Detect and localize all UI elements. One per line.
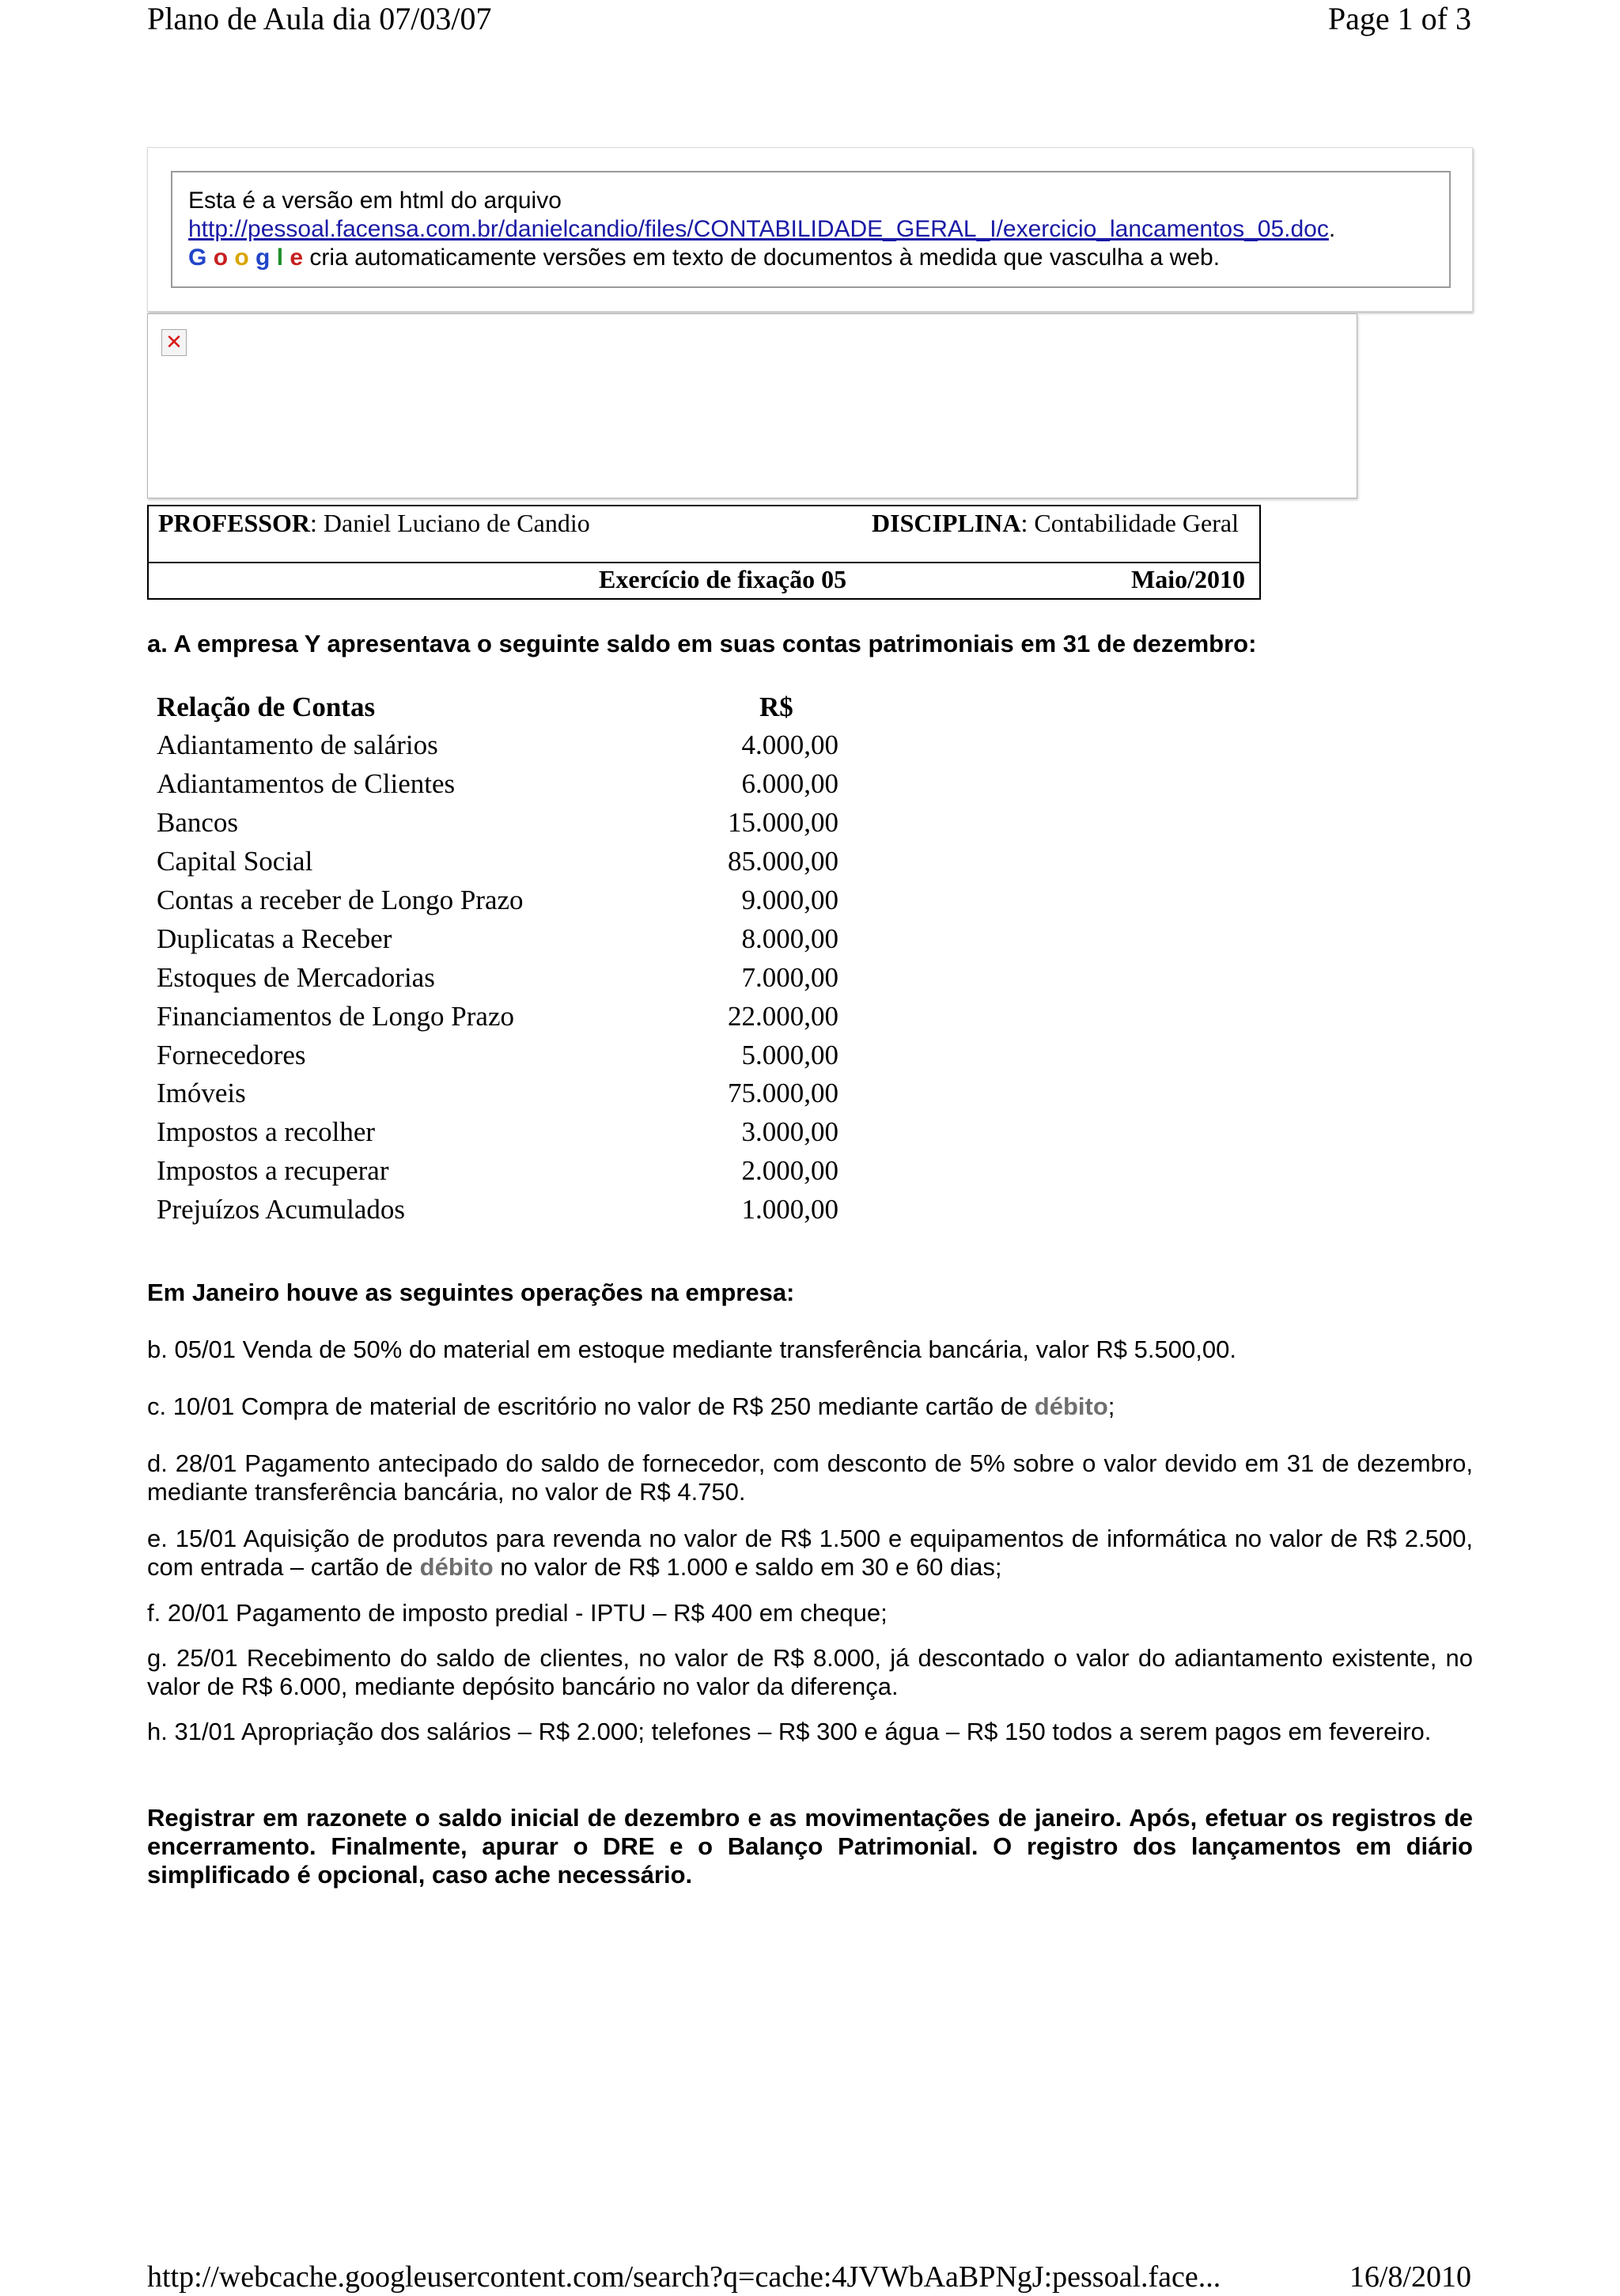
google-letter-g: G [188,244,207,271]
url-suffix: . [1328,216,1336,242]
instruction-paragraph: Registrar em razonete o saldo inicial de dezembro e as movimentações de janeiro. Após, efetuar os registros de encerramento. Finalmente, apurar o DRE e o Balanço Patrimonial. O registro dos lançamentos em diário simplificado é opcional, caso ache necessário. [147,1804,1473,1889]
account-name: Adiantamento de salários [157,729,438,760]
account-name: Duplicatas a Receber [157,923,392,954]
operation-d: d. 28/01 Pagamento antecipado do saldo de fornecedor, com desconto de 5% sobre o valor devido em 31 de dezembro, mediante transferência bancária, no valor de R$ 4.750. [147,1449,1473,1506]
source-file-link[interactable]: http://pessoal.facensa.com.br/danielcandio/files/CONTABILIDADE_GERAL_I/exercicio_lancamentos_05.doc [188,216,1329,242]
operation-b: b. 05/01 Venda de 50% do material em estoque mediante transferência bancária, valor R$ 5.500,00. [147,1336,1236,1363]
account-name: Bancos [157,807,239,838]
cache-notice-line3 [188,244,1449,272]
cache-notice-line1: Esta é a versão em html do arquivo [188,188,562,214]
google-letter-g2: g [255,244,271,271]
account-name: Impostos a recuperar [157,1155,389,1186]
operation-g: g. 25/01 Recebimento do saldo de clientes, no valor de R$ 8.000, já descontado o valor do adiantamento existente, no valor de R$ 6.000, mediante depósito bancário no valor da diferença. [147,1644,1473,1700]
exercise-date: Maio/2010 [1131,565,1245,593]
account-value: 22.000,00 [728,1001,838,1032]
account-value: 6.000,00 [741,768,838,799]
broken-image-icon: ✕ [161,329,187,356]
discipline-label: DISCIPLINA [872,509,1021,537]
question-a: a. A empresa Y apresentava o seguinte saldo em suas contas patrimoniais em 31 de dezembro: [147,630,1257,657]
accounts-header-value: R$ [759,691,793,722]
cache-notice [171,171,1451,288]
account-name: Impostos a recolher [157,1116,376,1147]
account-name: Fornecedores [157,1040,306,1070]
account-value: 1.000,00 [741,1194,838,1225]
cache-notice-text: cria automaticamente versões em texto de documentos à medida que vasculha a web. [303,244,1221,271]
operation-c-text: c. 10/01 Compra de material de escritório no valor de R$ 250 mediante cartão de [147,1392,1035,1420]
operation-e [147,1525,1473,1582]
account-value: 9.000,00 [741,885,838,915]
footer-url: http://webcache.googleusercontent.com/search?q=cache:4JVWbAaBPNgJ:pessoal.face... [147,2260,1221,2294]
account-value: 3.000,00 [741,1116,838,1147]
operation-h: h. 31/01 Apropriação dos salários – R$ 2.000; telefones – R$ 300 e água – R$ 150 todos a serem pagos em fevereiro. [147,1718,1432,1745]
image-placeholder-frame [147,313,1357,498]
operation-c [147,1392,1473,1421]
cache-notice-line2 [188,215,1449,244]
professor-cell [158,508,590,538]
account-name: Contas a receber de Longo Prazo [157,885,524,915]
debit-term: débito [1034,1392,1108,1420]
account-value: 5.000,00 [741,1040,838,1070]
discipline-value: : Contabilidade Geral [1020,509,1239,537]
exercise-title: Exercício de fixação 05 [599,565,847,593]
google-letter-o1: o [213,244,229,271]
account-value: 75.000,00 [728,1078,838,1108]
account-name: Capital Social [157,846,313,877]
account-name: Financiamentos de Longo Prazo [157,1001,514,1032]
account-name: Imóveis [157,1078,246,1108]
operation-e-text: e. 15/01 Aquisição de produtos para revenda no valor de R$ 1.500 e equipamentos de informática no valor de R$ 2.500, com entrada – cartão de [147,1525,1473,1581]
accounts-header-name: Relação de Contas [157,691,376,722]
account-name: Prejuízos Acumulados [157,1194,405,1225]
debit-term: débito [419,1553,494,1581]
google-letter-o2: o [234,244,249,271]
professor-label: PROFESSOR [158,509,311,537]
discipline-cell [872,508,1239,538]
account-value: 85.000,00 [728,846,838,877]
account-value: 8.000,00 [741,923,838,954]
account-value: 15.000,00 [728,807,838,838]
operation-f: f. 20/01 Pagamento de imposto predial - IPTU – R$ 400 em cheque; [147,1599,888,1627]
page-number: Page 1 of 3 [1327,1,1471,36]
account-name: Adiantamentos de Clientes [157,768,456,799]
operation-c-end: ; [1107,1392,1115,1420]
account-value: 2.000,00 [741,1155,838,1186]
footer-date: 16/8/2010 [1349,2260,1471,2294]
account-name: Estoques de Mercadorias [157,962,435,993]
account-value: 7.000,00 [741,962,838,993]
operations-title: Em Janeiro houve as seguintes operações na empresa: [147,1279,795,1306]
account-value: 4.000,00 [741,729,838,760]
google-letter-e: e [290,244,304,271]
professor-value: : Daniel Luciano de Candio [310,509,590,537]
google-letter-l: l [276,244,284,271]
operation-e-end: no valor de R$ 1.000 e saldo em 30 e 60 dias; [493,1553,1002,1581]
table-divider [149,562,1259,563]
page-title: Plano de Aula dia 07/03/07 [147,1,492,36]
